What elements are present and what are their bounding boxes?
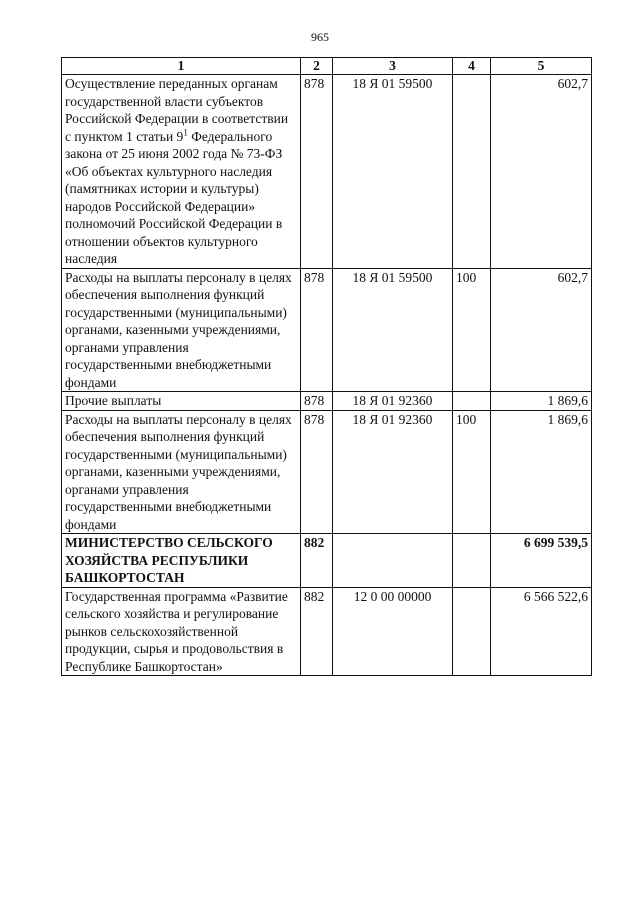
row-ministry-code: 878 (301, 75, 333, 269)
row-expense-type (453, 534, 491, 588)
header-row (62, 58, 592, 75)
row-expense-type (453, 392, 491, 411)
budget-table (61, 57, 592, 676)
row-name-text: Осуществление переданных органам государственной власти субъектов Российской Федерации в соответствии с пунктом 1 статьи 9 (65, 76, 289, 144)
row-ministry-code: 882 (301, 534, 333, 588)
header-col-1: 1 (62, 58, 301, 75)
table-row (62, 392, 592, 411)
header-col-3: 3 (333, 58, 453, 75)
row-target-code (333, 534, 453, 588)
row-name: МИНИСТЕРСТВО СЕЛЬСКОГО ХОЗЯЙСТВА РЕСПУБЛИКИ БАШКОРТОСТАН (62, 534, 301, 588)
table-row-ministry (62, 534, 592, 588)
row-amount: 6 566 522,6 (491, 587, 592, 676)
row-ministry-code: 878 (301, 392, 333, 411)
row-name-superscript: 1 (183, 127, 188, 137)
header-col-5: 5 (491, 58, 592, 75)
row-amount: 1 869,6 (491, 392, 592, 411)
table-row (62, 410, 592, 534)
page-number: 965 (311, 30, 329, 44)
row-target-code: 18 Я 01 59500 (333, 75, 453, 269)
row-name: Расходы на выплаты персоналу в целях обеспечения выполнения функций государственными (муниципальными) органами, казенными учреждениями, органами управления государственными внебюджетными фондами (62, 410, 301, 534)
row-ministry-code: 878 (301, 268, 333, 392)
row-expense-type (453, 587, 491, 676)
row-name: Государственная программа «Развитие сельского хозяйства и регулирование рынков сельскохозяйственной продукции, сырья и продовольствия в Республике Башкортостан» (62, 587, 301, 676)
row-amount: 6 699 539,5 (491, 534, 592, 588)
header-col-2: 2 (301, 58, 333, 75)
row-target-code: 18 Я 01 59500 (333, 268, 453, 392)
row-name: Расходы на выплаты персоналу в целях обеспечения выполнения функций государственными (муниципальными) органами, казенными учреждениями, органами управления государственными внебюджетными фондами (62, 268, 301, 392)
table-row (62, 75, 592, 269)
table-row (62, 268, 592, 392)
row-name: Прочие выплаты (62, 392, 301, 411)
row-target-code: 18 Я 01 92360 (333, 392, 453, 411)
row-target-code: 12 0 00 00000 (333, 587, 453, 676)
row-amount: 602,7 (491, 75, 592, 269)
table-row (62, 587, 592, 676)
row-ministry-code: 878 (301, 410, 333, 534)
row-name (62, 75, 301, 269)
row-amount: 1 869,6 (491, 410, 592, 534)
row-name-text-tail: Федерального закона от 25 июня 2002 года № 73-ФЗ «Об объектах культурного наследия (памятниках истории и культуры) народов Российской Федерации» полномочий Российской Федерации в отношении объектов культурного наследия (65, 128, 283, 266)
header-col-4: 4 (453, 58, 491, 75)
row-target-code: 18 Я 01 92360 (333, 410, 453, 534)
row-ministry-code: 882 (301, 587, 333, 676)
row-expense-type: 100 (453, 268, 491, 392)
row-expense-type: 100 (453, 410, 491, 534)
row-expense-type (453, 75, 491, 269)
row-amount: 602,7 (491, 268, 592, 392)
